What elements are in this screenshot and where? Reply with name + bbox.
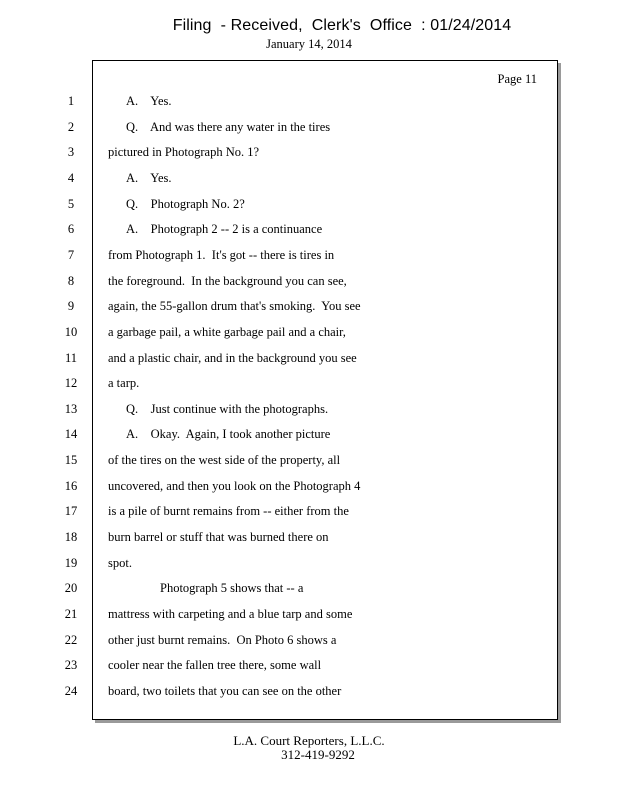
line-number: 7	[67, 248, 75, 262]
transcript-line: spot.	[108, 556, 132, 570]
line-number: 13	[64, 402, 78, 416]
transcript-line: A. Yes.	[126, 94, 172, 108]
transcript-date: January 14, 2014	[266, 37, 352, 51]
line-number: 22	[64, 633, 78, 647]
page-number: Page 11	[497, 72, 537, 86]
transcript-line: pictured in Photograph No. 1?	[108, 145, 260, 159]
transcript-line: other just burnt remains. On Photo 6 shows a	[108, 633, 337, 647]
line-number: 23	[64, 658, 78, 672]
line-number: 6	[67, 222, 75, 236]
transcript-line: burn barrel or stuff that was burned there on	[108, 530, 329, 544]
reporter-company: L.A. Court Reporters, L.L.C.	[233, 733, 385, 748]
transcript-line: again, the 55-gallon drum that's smoking. You see	[108, 299, 361, 313]
line-number: 4	[67, 171, 75, 185]
transcript-line: uncovered, and then you look on the Photograph 4	[108, 479, 361, 493]
transcript-line: board, two toilets that you can see on the other	[108, 684, 342, 698]
transcript-line: Q. Just continue with the photographs.	[126, 402, 329, 416]
line-number: 5	[67, 197, 75, 211]
line-number: 10	[64, 325, 78, 339]
line-number: 3	[67, 145, 75, 159]
reporter-phone: 312-419-9292	[281, 747, 355, 762]
transcript-line: is a pile of burnt remains from -- either from the	[108, 504, 349, 518]
transcript-line: and a plastic chair, and in the background you see	[108, 351, 357, 365]
line-number: 2	[67, 120, 75, 134]
line-number: 9	[67, 299, 75, 313]
transcript-line: A. Photograph 2 -- 2 is a continuance	[126, 222, 323, 236]
line-number: 11	[64, 351, 78, 365]
transcript-line: the foreground. In the background you can see,	[108, 274, 347, 288]
transcript-line: A. Okay. Again, I took another picture	[126, 427, 331, 441]
transcript-line: Q. And was there any water in the tires	[126, 120, 331, 134]
line-number: 12	[64, 376, 78, 390]
line-number: 16	[64, 479, 78, 493]
filing-stamp: Filing - Received, Clerk's Office : 01/24/2014	[172, 17, 512, 34]
transcript-line: a garbage pail, a white garbage pail and a chair,	[108, 325, 346, 339]
transcript-line: from Photograph 1. It's got -- there is tires in	[108, 248, 335, 262]
line-number: 17	[64, 504, 78, 518]
line-number: 14	[64, 427, 78, 441]
transcript-line: cooler near the fallen tree there, some wall	[108, 658, 322, 672]
line-number: 15	[64, 453, 78, 467]
transcript-line: of the tires on the west side of the property, all	[108, 453, 341, 467]
transcript-line: mattress with carpeting and a blue tarp and some	[108, 607, 353, 621]
line-number: 21	[64, 607, 78, 621]
transcript-line: Photograph 5 shows that -- a	[160, 581, 304, 595]
line-number: 18	[64, 530, 78, 544]
transcript-line: Q. Photograph No. 2?	[126, 197, 245, 211]
line-number: 19	[64, 556, 78, 570]
line-number: 24	[64, 684, 78, 698]
transcript-line: a tarp.	[108, 376, 140, 390]
line-number: 20	[64, 581, 78, 595]
line-number: 8	[67, 274, 75, 288]
line-number: 1	[67, 94, 75, 108]
transcript-line: A. Yes.	[126, 171, 172, 185]
